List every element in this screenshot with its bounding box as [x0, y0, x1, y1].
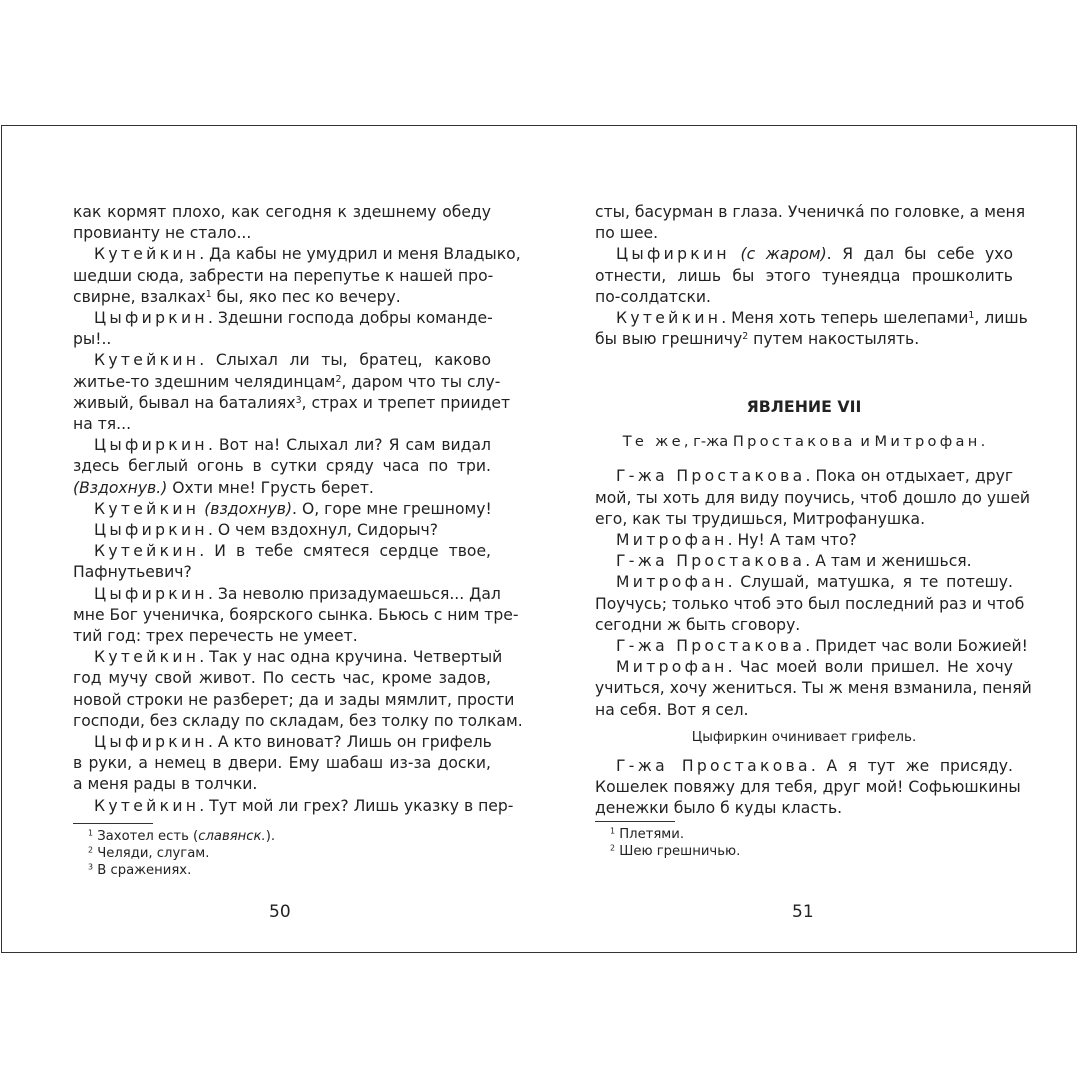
text-line: (Вздохнув.) Охти мне! Грусть берет.: [73, 478, 374, 497]
text-line: свирне, взалках$^1$ бы, яко пес ко вечеру.: [73, 287, 401, 306]
text-line: шедши сюда, забрести на перепутье к нашей про-: [73, 266, 494, 285]
scene-heading: ЯВЛЕНИЕ VII: [746, 397, 862, 417]
footnotes: [73, 828, 491, 879]
speaker-name: Цыфиркин: [94, 309, 208, 328]
dialogue-line: Г-жа Простакова. А там и женишься.: [616, 552, 972, 571]
footnote: $^2$ Шею грешничью.: [610, 844, 741, 860]
text-line: как кормят плохо, как сегодня к здешнему обеду: [73, 203, 491, 221]
page-number: 50: [269, 902, 291, 922]
speaker-name: Кутейкин: [94, 796, 200, 815]
dialogue-line: Митрофан. Час моей воли пришел. Не хочу: [616, 658, 1013, 677]
footnote-ref: 2: [335, 373, 342, 385]
dialogue-line: Кутейкин. Так у нас одна кручина. Четвертый: [94, 648, 503, 667]
footnote-ref: 1: [968, 309, 975, 321]
text-line: мне Бог ученичка, боярского сынка. Бьюсь с ним тре-: [73, 605, 519, 624]
footnote: $^3$ В сражениях.: [88, 862, 192, 878]
text-line: житье-то здешним челядинцам$^2$, даром что ты слу-: [73, 372, 501, 391]
footnote: $^1$ Плетями.: [610, 827, 685, 843]
speaker-name: Митрофан: [616, 531, 728, 550]
speaker-name: Цыфиркин: [94, 733, 208, 752]
footnote-ref: 3: [295, 394, 302, 406]
speaker-name: Цыфиркин: [94, 521, 208, 540]
footnotes: [595, 826, 1013, 860]
dialogue-line: Кутейкин. И в тебе смятеся сердце твое,: [94, 542, 491, 561]
dialogue-line: Кутейкин. Слыхал ли ты, братец, каково: [94, 351, 491, 370]
text-line: сты, басурман в глаза. Ученичкá по головке, а меня: [595, 203, 1026, 221]
dialogue-line: Митрофан. Слушай, матушка, я те потешу.: [616, 573, 1013, 592]
speaker-name: Г-жа Простакова: [616, 467, 806, 486]
text-line: мой, ты хоть для виду поучись, чтоб дошло до ушей: [595, 488, 1031, 507]
footnote-rule: [595, 821, 675, 822]
footnote: $^2$ Челяди, слугам.: [88, 845, 210, 861]
text-line: на тя...: [73, 415, 132, 434]
dialogue-line: Кутейкин. Меня хоть теперь шелепами$^1$, лишь: [616, 309, 1028, 328]
book-spread: [1, 125, 1077, 953]
text-line: по шее.: [595, 224, 659, 243]
cast-list: Те же, г-жа Простакова и Митрофан.: [622, 433, 986, 451]
text-line: по-солдатски.: [595, 287, 711, 306]
dialogue-line: Г-жа Простакова. Придет час воли Божией!: [616, 637, 1028, 656]
text-line: денежки было б куды класть.: [595, 799, 843, 818]
dialogue-line: Цыфиркин. Вот на! Слыхал ли? Я сам видал: [94, 436, 491, 455]
speaker-name: Кутейкин: [94, 648, 200, 667]
left-page: [73, 202, 523, 879]
text-line: живый, бывал на баталиях$^3$, страх и трепет приидет: [73, 393, 511, 412]
text-line: бы выю грешничу$^2$ путем накостылять.: [595, 330, 920, 349]
footnote-ref: 2: [742, 331, 749, 343]
text-line: сегодни ж быть сговору.: [595, 615, 801, 634]
dialogue-line: Кутейкин (вздохнув). О, горе мне грешному!: [94, 499, 492, 518]
text-line: Кошелек повяжу для тебя, друг мой! Софьюшкины: [595, 778, 1021, 797]
speaker-name: Кутейкин: [94, 245, 200, 264]
text-line: тий год: трех перечесть не умеет.: [73, 627, 358, 646]
text-line: учиться, хочу жениться. Ты ж меня взманила, пеняй: [595, 679, 1032, 698]
stage-direction: Цыфиркин очинивает грифель.: [691, 728, 917, 745]
stage-direction: (Вздохнув.): [73, 478, 168, 497]
speaker-name: Г-жа Простакова: [616, 756, 811, 775]
dialogue-line: Цыфиркин. Здешни господа добры командe-: [94, 309, 493, 328]
text-line: отнести, лишь бы этого тунеядца прошколить: [595, 266, 1013, 285]
stage-direction: (вздохнув): [199, 499, 293, 518]
page-number: 51: [792, 902, 814, 922]
speaker-name: Г-жа Простакова: [616, 637, 806, 656]
text-line: ры!..: [73, 330, 112, 349]
speaker-name: Митрофан: [616, 658, 728, 677]
dialogue-line: Кутейкин. Тут мой ли грех? Лишь указку в пер-: [94, 796, 514, 815]
footnote-rule: [73, 823, 153, 824]
text-line: Поучусь; только чтоб это был последний раз и чтоб: [595, 594, 1025, 613]
text-line: в руки, а немец в двери. Ему шабаш из-за доски,: [73, 754, 491, 773]
dialogue-line: Г-жа Простакова. Пока он отдыхает, друг: [616, 467, 1014, 486]
dialogue-line: Г-жа Простакова. А я тут же присяду.: [616, 756, 1013, 775]
text-line: здесь беглый огонь в сутки сряду часа по три.: [73, 457, 491, 476]
dialogue-line: Цыфиркин. А кто виноват? Лишь он грифель: [94, 733, 492, 752]
speaker-name: Кутейкин: [616, 309, 722, 328]
speaker-name: Кутейкин: [94, 351, 200, 370]
text-line: год мучу свой живот. По сесть час, кроме задов,: [73, 669, 491, 688]
stage-direction: (с жаром): [729, 245, 827, 264]
speaker-name: Цыфиркин: [94, 436, 208, 455]
speaker-name: Г-жа Простакова: [616, 552, 806, 571]
speaker-name: Цыфиркин: [616, 245, 730, 264]
text-line: а меня рады в толчки.: [73, 775, 258, 794]
dialogue-line: Цыфиркин. О чем вздохнул, Сидорыч?: [94, 521, 438, 540]
text-line: новой строки не разберет; да и зады мямлит, прости: [73, 690, 515, 709]
text-line: господи, без складу по складам, без толку по толкам.: [73, 711, 523, 730]
text-line: Пафнутьевич?: [73, 563, 192, 582]
text-line: его, как ты трудишься, Митрофанушка.: [595, 509, 926, 528]
dialogue-line: Кутейкин. Да кабы не умудрил и меня Владыко,: [94, 245, 521, 264]
footnote: $^1$ Захотел есть (славянск.).: [88, 828, 276, 844]
dialogue-line: Митрофан. Ну! А там что?: [616, 531, 857, 550]
dialogue-line: Цыфиркин. За неволю призадумаешься... Дал: [94, 584, 501, 603]
right-page: [595, 202, 1032, 860]
speaker-name: Цыфиркин: [94, 584, 208, 603]
text-line: на себя. Вот я сел.: [595, 700, 749, 719]
scene-text: [595, 466, 1032, 720]
text-line: провианту не стало...: [73, 224, 252, 243]
dialogue-line: Цыфиркин (с жаром). Я дал бы себе ухо: [616, 245, 1014, 264]
footnote-ref: 1: [205, 288, 212, 300]
speaker-name: Кутейкин: [94, 499, 200, 518]
speaker-name: Митрофан: [616, 573, 728, 592]
speaker-name: Кутейкин: [94, 542, 200, 561]
scene-text: [595, 756, 1021, 820]
